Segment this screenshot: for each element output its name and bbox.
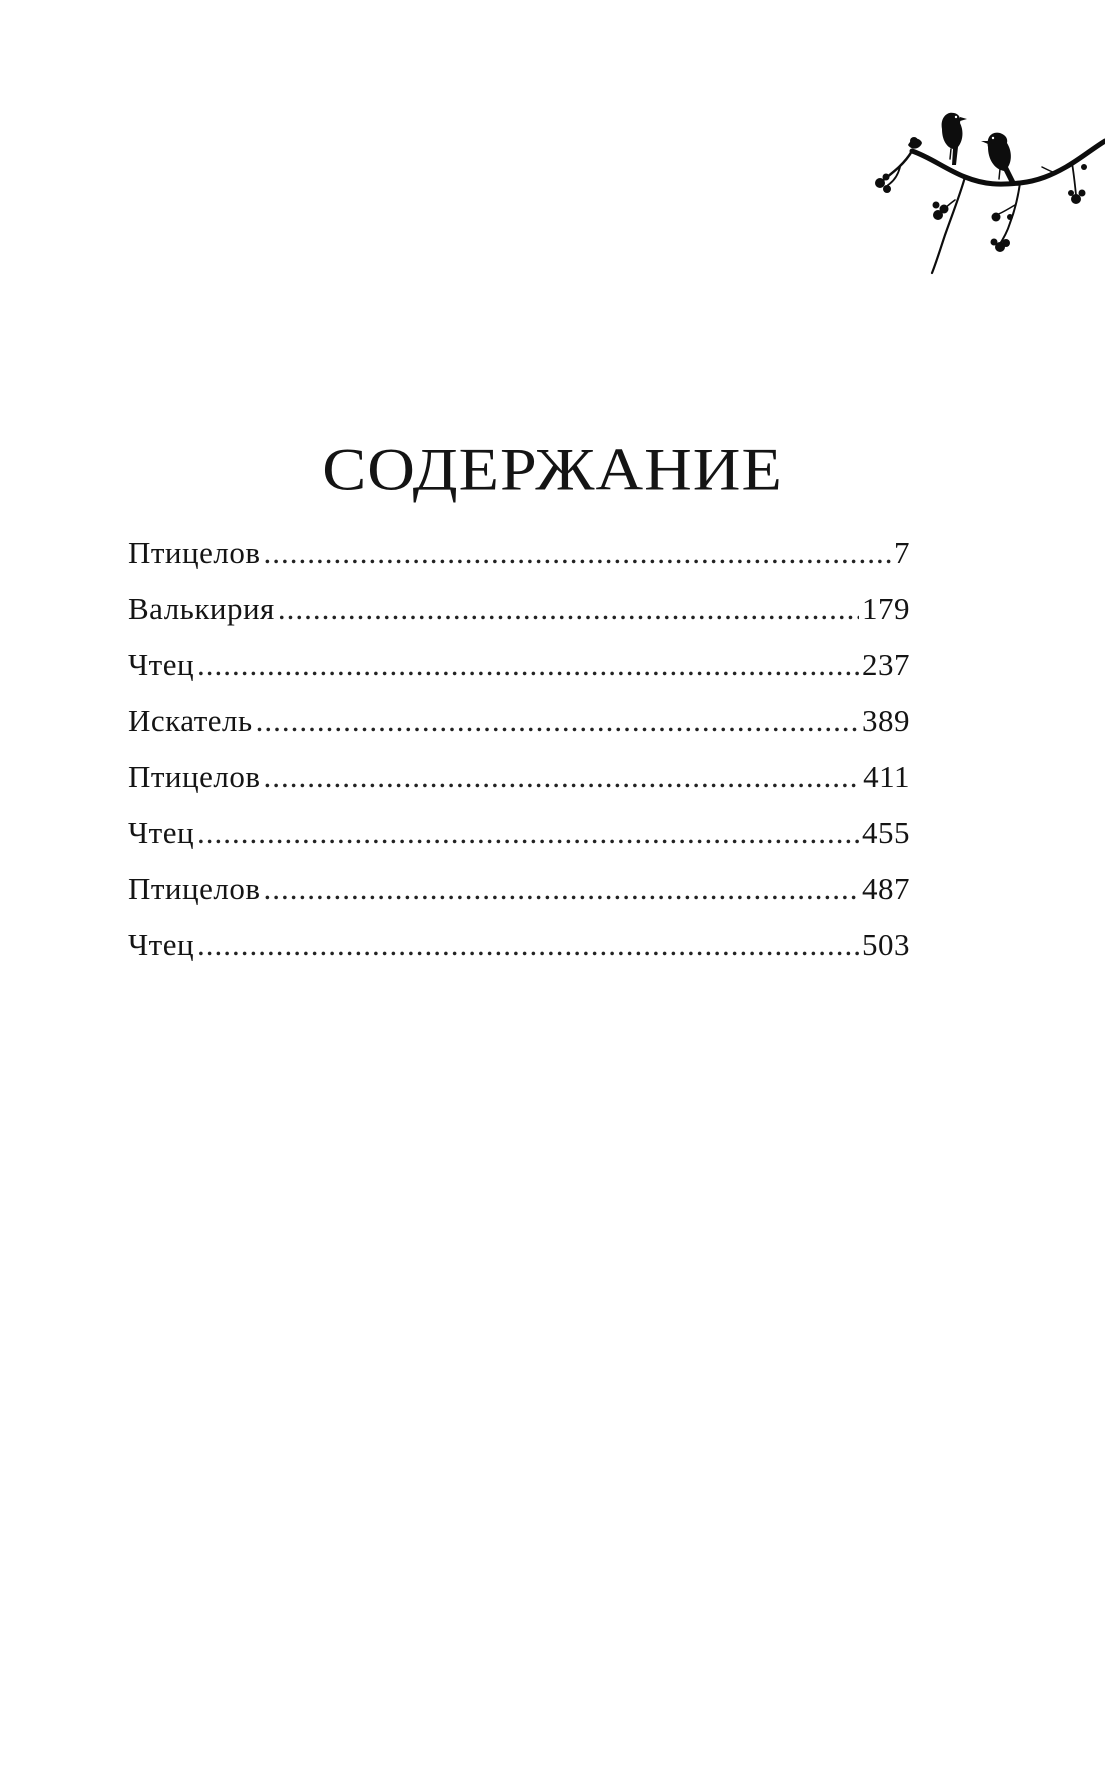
toc-entry-title: Птицелов xyxy=(128,535,261,570)
toc-entry xyxy=(128,637,910,693)
toc-entry xyxy=(128,581,910,637)
toc-entry-title: Птицелов xyxy=(128,759,261,794)
toc-entry xyxy=(128,917,910,973)
toc-entry-page: 455 xyxy=(862,815,910,850)
toc-entry xyxy=(128,805,910,861)
toc-entry-title: Искатель xyxy=(128,703,253,738)
toc-entry xyxy=(128,525,910,581)
toc-leader-dots xyxy=(256,693,859,749)
toc-entry-title: Валькирия xyxy=(128,591,275,626)
toc-entry-page: 411 xyxy=(863,759,910,794)
page-title: СОДЕРЖАНИЕ xyxy=(322,435,783,504)
table-of-contents xyxy=(128,525,910,973)
toc-entry-page: 503 xyxy=(862,927,910,962)
toc-entry xyxy=(128,749,910,805)
toc-entry-page: 487 xyxy=(862,871,910,906)
toc-leader-dots xyxy=(197,805,859,861)
toc-entry xyxy=(128,693,910,749)
toc-leader-dots xyxy=(263,749,860,805)
toc-entry xyxy=(128,861,910,917)
toc-leader-dots xyxy=(263,861,859,917)
toc-entry-page: 237 xyxy=(862,647,910,682)
toc-entry-page: 389 xyxy=(862,703,910,738)
toc-leader-dots xyxy=(197,637,859,693)
toc-leader-dots xyxy=(197,917,859,973)
toc-entry-page: 179 xyxy=(862,591,910,626)
toc-entry-title: Птицелов xyxy=(128,871,261,906)
birds-on-branch-icon xyxy=(860,105,1105,280)
toc-entry-title: Чтец xyxy=(128,927,195,962)
toc-entry-title: Чтец xyxy=(128,647,195,682)
toc-leader-dots xyxy=(263,525,891,581)
toc-entry-page: 7 xyxy=(894,535,910,570)
toc-leader-dots xyxy=(278,581,859,637)
toc-entry-title: Чтец xyxy=(128,815,195,850)
